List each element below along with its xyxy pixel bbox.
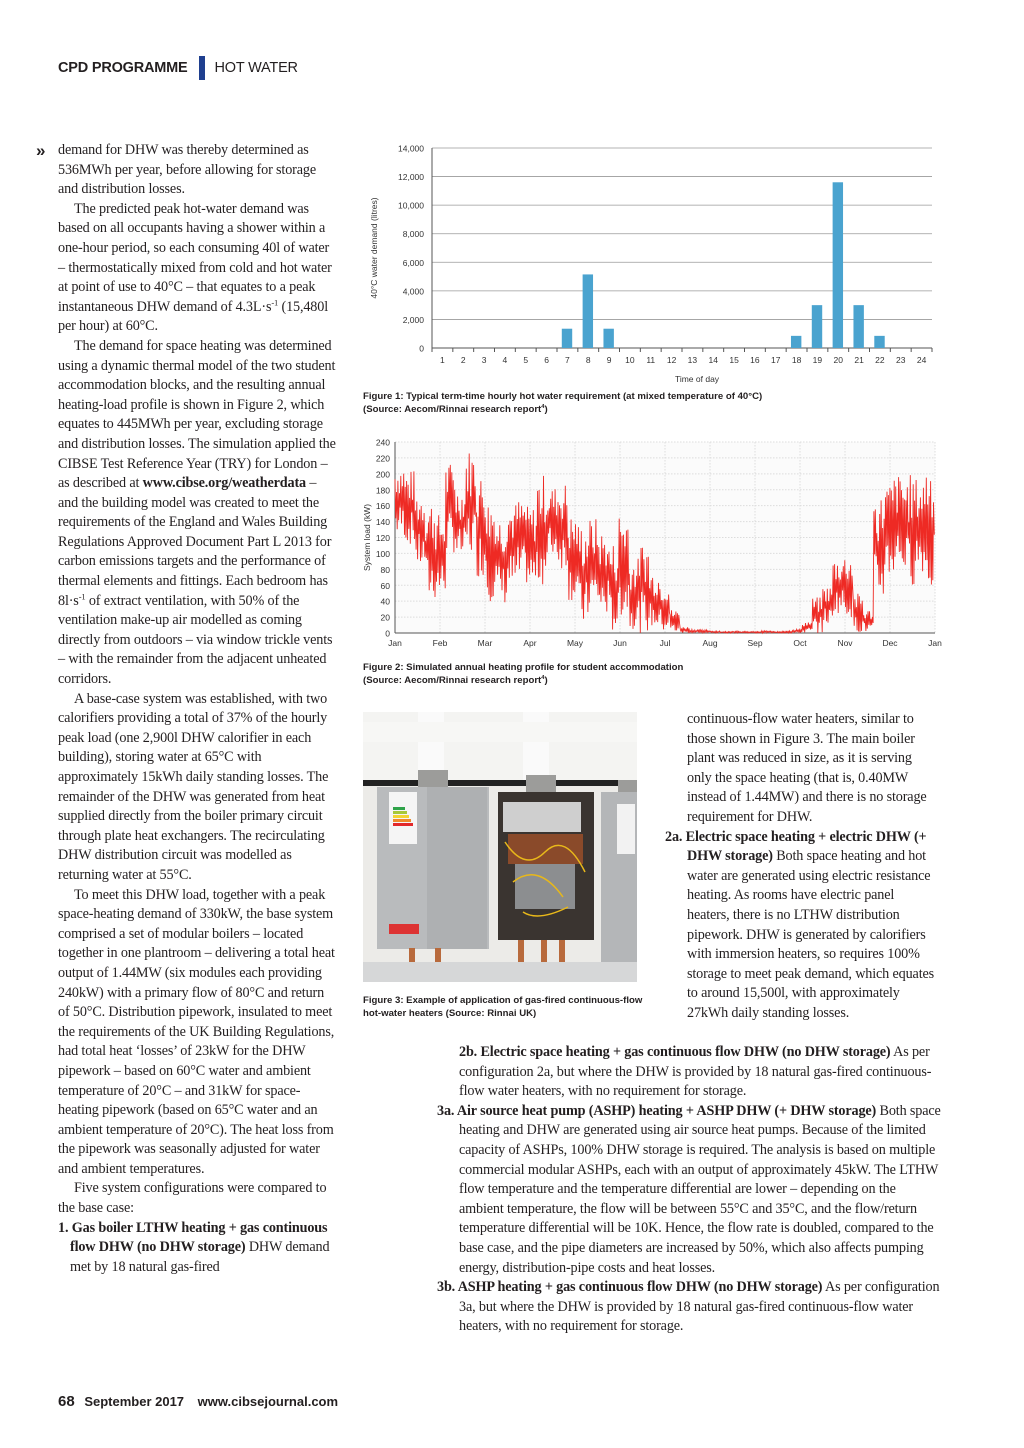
figure-2-line-chart — [360, 432, 945, 657]
y-tick-label: 100 — [375, 548, 390, 559]
bar — [791, 336, 801, 348]
x-tick-label: Apr — [523, 638, 537, 648]
x-tick-label: Jan — [928, 638, 942, 648]
bar — [874, 336, 884, 348]
y-axis-label: System load (kW) — [362, 503, 372, 572]
x-tick-label: Dec — [882, 638, 898, 648]
x-tick-label: 15 — [729, 355, 739, 365]
x-tick-label: Jan — [388, 638, 402, 648]
x-tick-label: Mar — [477, 638, 493, 648]
y-tick-label: 20 — [380, 612, 390, 623]
figure-2-caption: Figure 2: Simulated annual heating profile for student accommodation (Source: Aecom/Rinnai research report$^4$) — [363, 662, 684, 686]
x-tick-label: Aug — [702, 638, 718, 648]
x-axis-label: Time of day — [674, 374, 720, 384]
continuation-chevron-icon: » — [36, 141, 46, 160]
y-tick-label: 40 — [380, 596, 390, 607]
bar — [833, 182, 843, 348]
figure-1-caption: Figure 1: Typical term-time hourly hot water requirement (at mixed temperature of 40°C) (Source: Aecom/Rinnai research report$^4$) — [363, 391, 763, 415]
y-tick-label: 140 — [375, 517, 390, 528]
config-item-2b: 2b. Electric space heating + gas continuous flow DHW (no DHW storage) As per configuration 2a, but where the DHW is provided by 18 natural gas-fired continuous-flow water heaters, with no requirement for storage. — [459, 1044, 932, 1100]
config-item-3b: 3b. ASHP heating + gas continuous flow DHW (no DHW storage) As per configuration 3a, but where the DHW is provided by 18 natural gas-fired continuous-flow water heaters, with no requirement for storage. — [437, 1279, 940, 1335]
paragraph: Five system configurations were compared to the base case: — [58, 1180, 327, 1217]
water-heater-photo-illustration — [363, 712, 637, 982]
x-tick-label: 24 — [916, 355, 927, 365]
bar — [812, 305, 822, 348]
y-tick-label: 240 — [375, 437, 390, 448]
x-tick-label: 23 — [896, 355, 906, 365]
y-tick-label: 180 — [375, 485, 390, 496]
y-tick-label: 120 — [375, 533, 390, 543]
x-tick-label: 19 — [812, 355, 823, 365]
bar — [562, 329, 572, 348]
config-item-3a: 3a. Air source heat pump (ASHP) heating + ASHP DHW (+ DHW storage) Both space heating and DHW are generated using air source heat pumps. Because of the limited capacity of ASHPs, 100% DHW storage is required. The analysis is based on multiple commercial modular ASHPs, each with an output of approximately 45kW. The LTHW flow temperature and the temperature differential are lower – depending on the ambient temperature, the flow will be between 55°C and 35°C, and the flow/return temperature differential will be 10K. Hence, the flow rate is doubled, compared to the base case, and the pipe diameters are increased by 50%, which also affects pumping energy, distribution-pipe costs and heat losses. — [437, 1102, 941, 1276]
page-header — [58, 56, 298, 80]
config-item-2a: 2a. Electric space heating + electric DHW (+ DHW storage) Both space heating and hot water are generated using electric resistance heating. As rooms have electric panel heaters, there is no LTHW distribution pipework. DHW is generated by calorifiers with immersion heaters, so requires 100% storage to meet peak demand, which equates to around 15,500l, with approximately 27kWh daily standing losses. — [665, 828, 935, 1021]
y-tick-label: 220 — [375, 453, 390, 464]
right-column — [665, 710, 939, 1024]
x-tick-label: Feb — [432, 638, 448, 648]
x-tick-label: 20 — [833, 355, 843, 365]
y-tick-label: 6,000 — [402, 257, 424, 268]
x-tick-label: 21 — [854, 355, 864, 365]
page-footer — [58, 1393, 338, 1410]
y-tick-label: 0 — [419, 343, 424, 354]
x-tick-label: 11 — [646, 355, 656, 365]
x-tick-label: 3 — [481, 355, 487, 365]
page-number: 68 — [58, 1393, 75, 1410]
y-tick-label: 8,000 — [402, 229, 424, 240]
x-tick-label: Sep — [747, 638, 763, 648]
y-tick-label: 2,000 — [402, 314, 424, 325]
y-tick-label: 80 — [380, 564, 390, 575]
x-tick-label: 22 — [875, 355, 885, 365]
x-tick-label: 14 — [708, 355, 718, 365]
y-tick-label: 160 — [375, 501, 390, 512]
bar — [603, 329, 613, 348]
x-tick-label: 12 — [666, 355, 677, 365]
paragraph: A base-case system was established, with two calorifiers providing a total of 37% of the hourly peak load (one 2,900l DHW calorifier in each building), storing water at 65°C with approximately 15kWh daily standing losses. The remainder of the DHW was generated from heat supplied directly from the boiler primary circuit through plate heat exchangers. The recirculating DHW distribution circuit was modelled as returning water at 55°C. — [58, 690, 329, 883]
x-tick-label: 9 — [606, 355, 612, 365]
x-tick-label: 7 — [565, 355, 570, 365]
x-tick-label: 2 — [460, 355, 466, 365]
x-tick-label: Oct — [793, 638, 807, 648]
x-tick-label: Jul — [659, 638, 671, 648]
topic-label: HOT WATER — [214, 60, 298, 76]
x-tick-label: May — [566, 638, 584, 648]
y-tick-label: 0 — [385, 628, 390, 639]
y-tick-label: 200 — [375, 469, 390, 480]
x-tick-label: 18 — [791, 355, 802, 365]
paragraph: The predicted peak hot-water demand was based on all occupants having a shower within a one-hour period, so each consuming 40l of water – thermostatically mixed from cold and hot water at point of use to 40°C – that equates to a peak instantaneous DHW demand of $4.3L\cdot s^{-1}$ (15,480l per hour) at 60°C. — [58, 200, 332, 335]
figure-3-caption: Figure 3: Example of application of gas-fired continuous-flow hot-water heaters (Source: Rinnai UK) — [363, 995, 643, 1019]
x-tick-label: 5 — [523, 355, 529, 365]
bar — [853, 305, 863, 348]
x-tick-label: 16 — [750, 355, 760, 365]
x-tick-label: 13 — [687, 355, 698, 365]
header-divider — [199, 56, 205, 80]
wide-text-block — [437, 1043, 943, 1337]
weatherdata-link[interactable]: www.cibse.org/weatherdata — [142, 475, 306, 492]
x-tick-label: 4 — [502, 355, 508, 365]
y-tick-label: 12,000 — [398, 172, 424, 183]
y-tick-label: 14,000 — [398, 143, 424, 154]
figure-1-bar-chart — [360, 138, 940, 388]
paragraph: The demand for space heating was determined using a dynamic thermal model of the two student accommodation blocks, and the resulting annual heating-load profile is shown in Figure 2, which equates to 445MWh per year, excluding storage and distribution losses. The simulation applied the CIBSE Test Reference Year (TRY) for London – as described at www.cibse.org/weatherdata – and the building model was created to meet the requirements of the England and Wales Building Regulations Approved Document Part L 2013 for carbon emissions targets and the performance of thermal elements and fittings. Each bedroom has $8l\cdot s^{-1}$ of extract ventilation, with 50% of the ventilation make-up air modelled as coming directly from outdoors – via window trickle vents – with the remainder from the adjacent unheated corridors. — [58, 337, 336, 688]
website-link[interactable]: www.cibsejournal.com — [197, 1394, 339, 1409]
x-tick-label: Jun — [613, 638, 627, 648]
x-tick-label: 6 — [544, 355, 549, 365]
x-tick-label: 10 — [625, 355, 635, 365]
section-label: CPD PROGRAMME — [58, 60, 188, 76]
left-column — [36, 141, 336, 1277]
x-tick-label: 1 — [440, 355, 445, 365]
figure-3-photo — [363, 712, 637, 982]
x-tick-label: 8 — [585, 355, 591, 365]
paragraph: To meet this DHW load, together with a peak space-heating demand of 330kW, the base system comprised a set of modular boilers – located together in one plantroom – delivering a total heat output of 1.44MW (six modules each providing 240kW) with a primary flow of 80°C and return of 50°C. Distribution pipework, insulated to meet the requirements of the UK Building Regulations, had total heat ‘losses’ of 23kW for the DHW pipework – based on 60°C water and ambient temperature of 20°C – and 31kW for space-heating pipework (based on 65°C water and an ambient temperature of 20°C). The heat loss from the pipework was seasonally adjusted for water and ambient temperatures. — [58, 886, 335, 1177]
x-tick-label: 17 — [771, 355, 781, 365]
issue-date: September 2017 — [84, 1394, 185, 1409]
y-tick-label: 10,000 — [398, 200, 424, 211]
x-tick-label: Nov — [837, 638, 853, 648]
y-tick-label: 4,000 — [402, 286, 424, 297]
bar — [583, 274, 593, 348]
paragraph: demand for DHW was thereby determined as 536MWh per year, before allowing for storage and distribution losses. — [58, 142, 316, 198]
paragraph: continuous-flow water heaters, similar to those shown in Figure 3. The main boiler plant was reduced in size, as it is serving only the space heating (that is, 0.40MW instead of 1.44MW) and there is no storage requirement for DHW. — [687, 711, 927, 825]
y-tick-label: 60 — [380, 580, 390, 591]
y-axis-label: 40°C water demand (litres) — [369, 197, 379, 299]
config-item-1: 1. Gas boiler LTHW heating + gas continuous flow DHW (no DHW storage) DHW demand met by 18 natural gas-fired — [58, 1219, 330, 1275]
